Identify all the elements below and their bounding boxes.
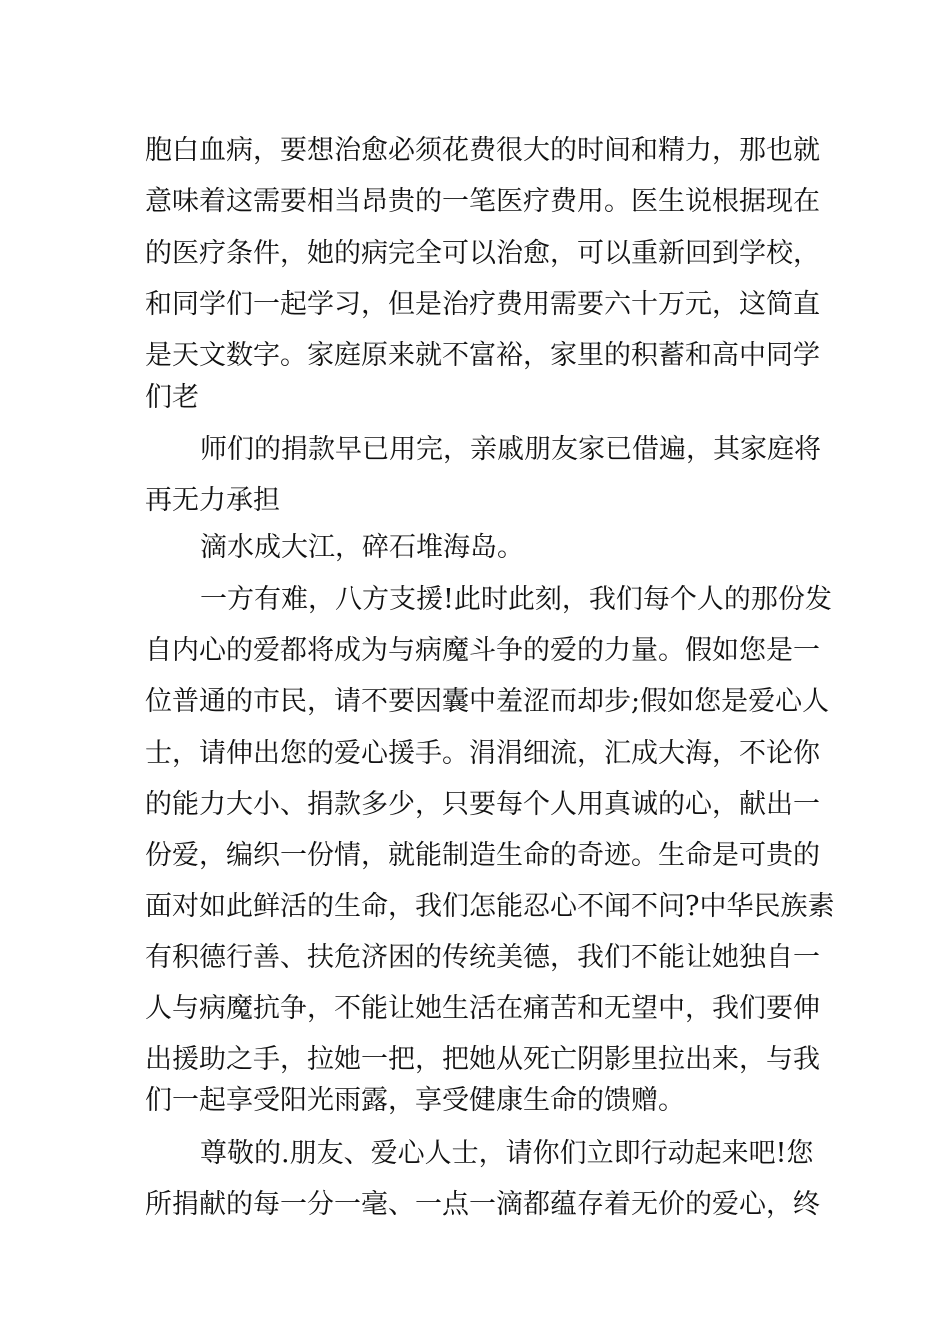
text-line: 意味着这需要相当昂贵的一笔医疗费用。医生说根据现在 bbox=[145, 186, 820, 217]
text-line: 的能力大小、捐款多少，只要每个人用真诚的心，献出一 bbox=[145, 789, 820, 820]
text-line: 面对如此鲜活的生命，我们怎能忍心不闻不问?中华民族素 bbox=[145, 891, 835, 922]
text-line: 人与病魔抗争，不能让她生活在痛苦和无望中，我们要伸 bbox=[145, 993, 820, 1024]
text-line: 们老 bbox=[145, 382, 199, 413]
text-line: 所捐献的每一分一毫、一点一滴都蕴存着无价的爱心，终 bbox=[145, 1189, 820, 1220]
text-line: 和同学们一起学习，但是治疗费用需要六十万元，这简直 bbox=[145, 289, 820, 320]
text-line: 有积德行善、扶危济困的传统美德，我们不能让她独自一 bbox=[145, 942, 820, 973]
text-line: 尊敬的.朋友、爱心人士，请你们立即行动起来吧!您 bbox=[200, 1138, 814, 1169]
text-line: 士，请伸出您的爱心援手。涓涓细流，汇成大海，不论你 bbox=[145, 738, 820, 769]
text-line: 师们的捐款早已用完，亲戚朋友家已借遍，其家庭将 bbox=[200, 434, 821, 465]
text-line: 出援助之手，拉她一把，把她从死亡阴影里拉出来，与我 bbox=[145, 1044, 820, 1075]
text-line: 胞白血病，要想治愈必须花费很大的时间和精力，那也就 bbox=[145, 135, 820, 166]
text-line: 一方有难，八方支援!此时此刻，我们每个人的那份发 bbox=[200, 584, 832, 615]
text-line: 份爱，编织一份情，就能制造生命的奇迹。生命是可贵的 bbox=[145, 840, 820, 871]
text-line: 位普通的市民，请不要因囊中羞涩而却步;假如您是爱心人 bbox=[145, 686, 830, 717]
text-line: 滴水成大江，碎石堆海岛。 bbox=[200, 532, 524, 563]
text-line: 的医疗条件，她的病完全可以治愈，可以重新回到学校， bbox=[145, 238, 820, 269]
text-line: 是天文数字。家庭原来就不富裕，家里的积蓄和高中同学 bbox=[145, 340, 820, 371]
text-line: 们一起享受阳光雨露，享受健康生命的馈赠。 bbox=[145, 1085, 685, 1116]
text-line: 自内心的爱都将成为与病魔斗争的爱的力量。假如您是一 bbox=[145, 635, 820, 666]
text-line: 再无力承担 bbox=[145, 485, 280, 516]
